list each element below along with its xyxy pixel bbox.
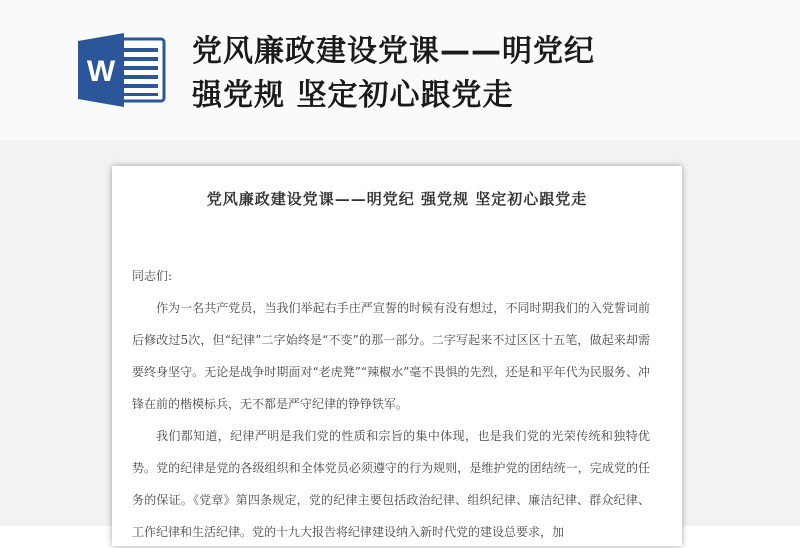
svg-text:W: W — [86, 55, 116, 88]
document-title: 党风廉政建设党课——明党纪 强党规 坚定初心跟党走 — [206, 190, 588, 208]
salutation: 同志们: — [132, 269, 173, 283]
document-page — [112, 166, 682, 546]
header — [0, 0, 800, 140]
paragraph: 我们都知道，纪律严明是我们党的性质和宗旨的集中体现，也是我们党的光荣传统和独特优势。党的纪律是党的各级组织和全体党员必须遵守的行为规则，是维护党的团结统一，完成党的任务的保证。《党章》第四条规定，党的纪律主要包括政治纪律、组织纪律、廉洁纪律、群众纪律、工作纪律和生活纪律。党的十九大报告将纪律建设纳入新时代党的建设总要求，加 — [132, 429, 650, 539]
header-title-line-2: 强党规 坚定初心跟党走 — [192, 78, 514, 113]
word-icon — [76, 31, 166, 109]
header-title-line-1: 党风廉政建设党课——明党纪 — [192, 34, 595, 69]
document-body — [132, 260, 650, 548]
header-title — [192, 30, 595, 118]
paragraph: 作为一名共产党员，当我们举起右手庄严宣誓的时候有没有想过，不同时期我们的入党誓词前后修改过5次，但“纪律”二字始终是“不变”的那一部分。二字写起来不过区区十五笔，做起来却需要终身坚守。无论是战争时期面对“老虎凳”“辣椒水”毫不畏惧的先烈，还是和平年代为民服务、冲锋在前的楷模标兵，无不都是严守纪律的铮铮铁军。 — [132, 301, 650, 411]
